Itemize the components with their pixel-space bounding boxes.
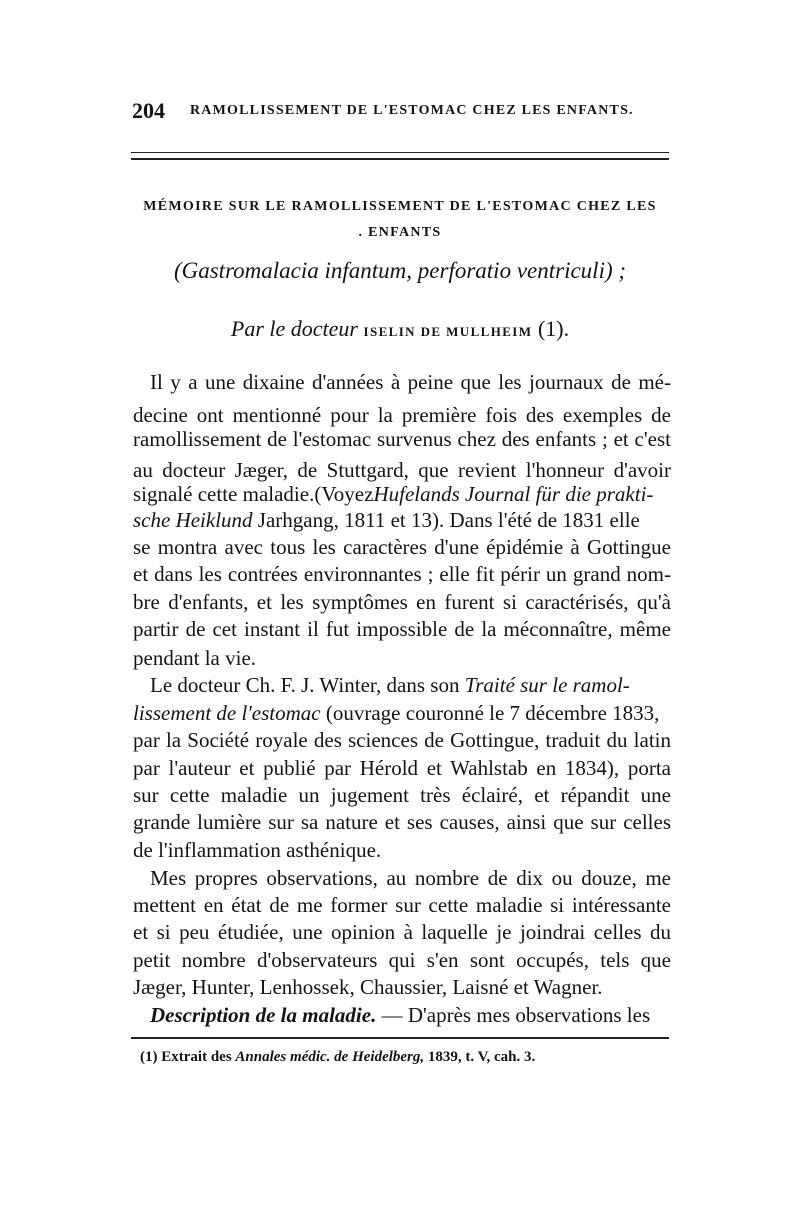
text-line: au docteur Jæger, de Stuttgard, que revient l'honneur d'avoir: [133, 458, 671, 482]
text-line: sur cette maladie un jugement très éclairé, et répandit une: [133, 783, 671, 807]
text-line: se montra avec tous les caractères d'une épidémie à Gottingue: [133, 535, 671, 559]
running-title: RAMOLLISSEMENT DE L'ESTOMAC CHEZ LES ENFANTS.: [190, 103, 634, 118]
text-line: par l'auteur et publié par Hérold et Wahlstab en 1834), porta: [133, 756, 671, 780]
footnote-marker: (1): [140, 1049, 158, 1065]
text-line: [133, 701, 671, 725]
byline-author: ISELIN DE MULLHEIM: [363, 324, 533, 339]
memoir-title-line-1: MÉMOIRE SUR LE RAMOLLISSEMENT DE L'ESTOMAC CHEZ LES: [143, 199, 657, 214]
memoir-title-line-2: . ENFANTS: [358, 225, 442, 240]
text-line: ramollissement de l'estomac survenus chez des enfants ; et c'est: [133, 427, 671, 451]
journal-title: sche Heiklund: [133, 508, 253, 532]
text-line: et si peu étudiée, une opinion à laquelle je joindrai celles du: [133, 920, 671, 944]
treatise-title: lissement de l'estomac: [133, 701, 321, 725]
text-line: [133, 673, 671, 697]
page-number: 204: [132, 98, 165, 123]
footnote: [140, 1049, 535, 1066]
byline-footnote-ref: (1).: [537, 316, 570, 341]
treatise-title: Traité sur le ramol-: [464, 673, 630, 697]
footnote-suffix: 1839, t. V, cah. 3.: [427, 1049, 536, 1065]
text-span: Le docteur Ch. F. J. Winter, dans son: [150, 673, 460, 697]
header-rule: [131, 152, 669, 160]
text-line: bre d'enfants, et les symptômes en furent si caractérisés, qu'à: [133, 590, 671, 614]
text-line: pendant la vie.: [133, 646, 257, 670]
text-line: et dans les contrées environnantes ; elle fit périr un grand nom-: [133, 562, 671, 586]
latin-subtitle: (Gastromalacia infantum, perforatio ventriculi) ;: [173, 258, 627, 283]
byline-prefix: Par le docteur: [230, 316, 358, 341]
text-line: decine ont mentionné pour la première fois des exemples de: [133, 403, 671, 427]
section-heading: Description de la maladie.: [150, 1003, 377, 1027]
text-span: signalé cette maladie.(Voyez: [133, 482, 374, 506]
journal-title: Hufelands Journal für die prakti-: [373, 482, 654, 506]
text-span: Jarhgang, 1811 et 13). Dans l'été de 1831 elle: [257, 508, 640, 532]
footnote-prefix: Extrait des: [161, 1049, 232, 1065]
footnote-journal: Annales médic. de Heidelberg,: [235, 1049, 425, 1065]
text-span: (ouvrage couronné le 7 décembre 1833,: [325, 701, 660, 725]
text-span: — D'après mes observations les: [381, 1003, 651, 1027]
text-line: [133, 482, 671, 506]
text-line: Il y a une dixaine d'années à peine que les journaux de mé-: [150, 370, 671, 394]
text-line: [133, 508, 671, 532]
text-line: Jæger, Hunter, Lenhossek, Chaussier, Laisné et Wagner.: [133, 975, 603, 999]
text-line: [133, 1003, 671, 1027]
byline: [100, 316, 700, 342]
text-line: grande lumière sur sa nature et ses causes, ainsi que sur celles: [133, 810, 671, 834]
running-head: [132, 98, 672, 126]
text-line: par la Société royale des sciences de Gottingue, traduit du latin: [133, 728, 671, 752]
text-line: petit nombre d'observateurs qui s'en sont occupés, tels que: [133, 948, 671, 972]
text-line: mettent en état de me former sur cette maladie si intéressante: [133, 893, 671, 917]
footnote-rule: [131, 1037, 669, 1039]
text-line: partir de cet instant il fut impossible de la méconnaître, même: [133, 617, 671, 641]
text-line: Mes propres observations, au nombre de dix ou douze, me: [150, 866, 671, 890]
text-line: de l'inflammation asthénique.: [133, 838, 382, 862]
